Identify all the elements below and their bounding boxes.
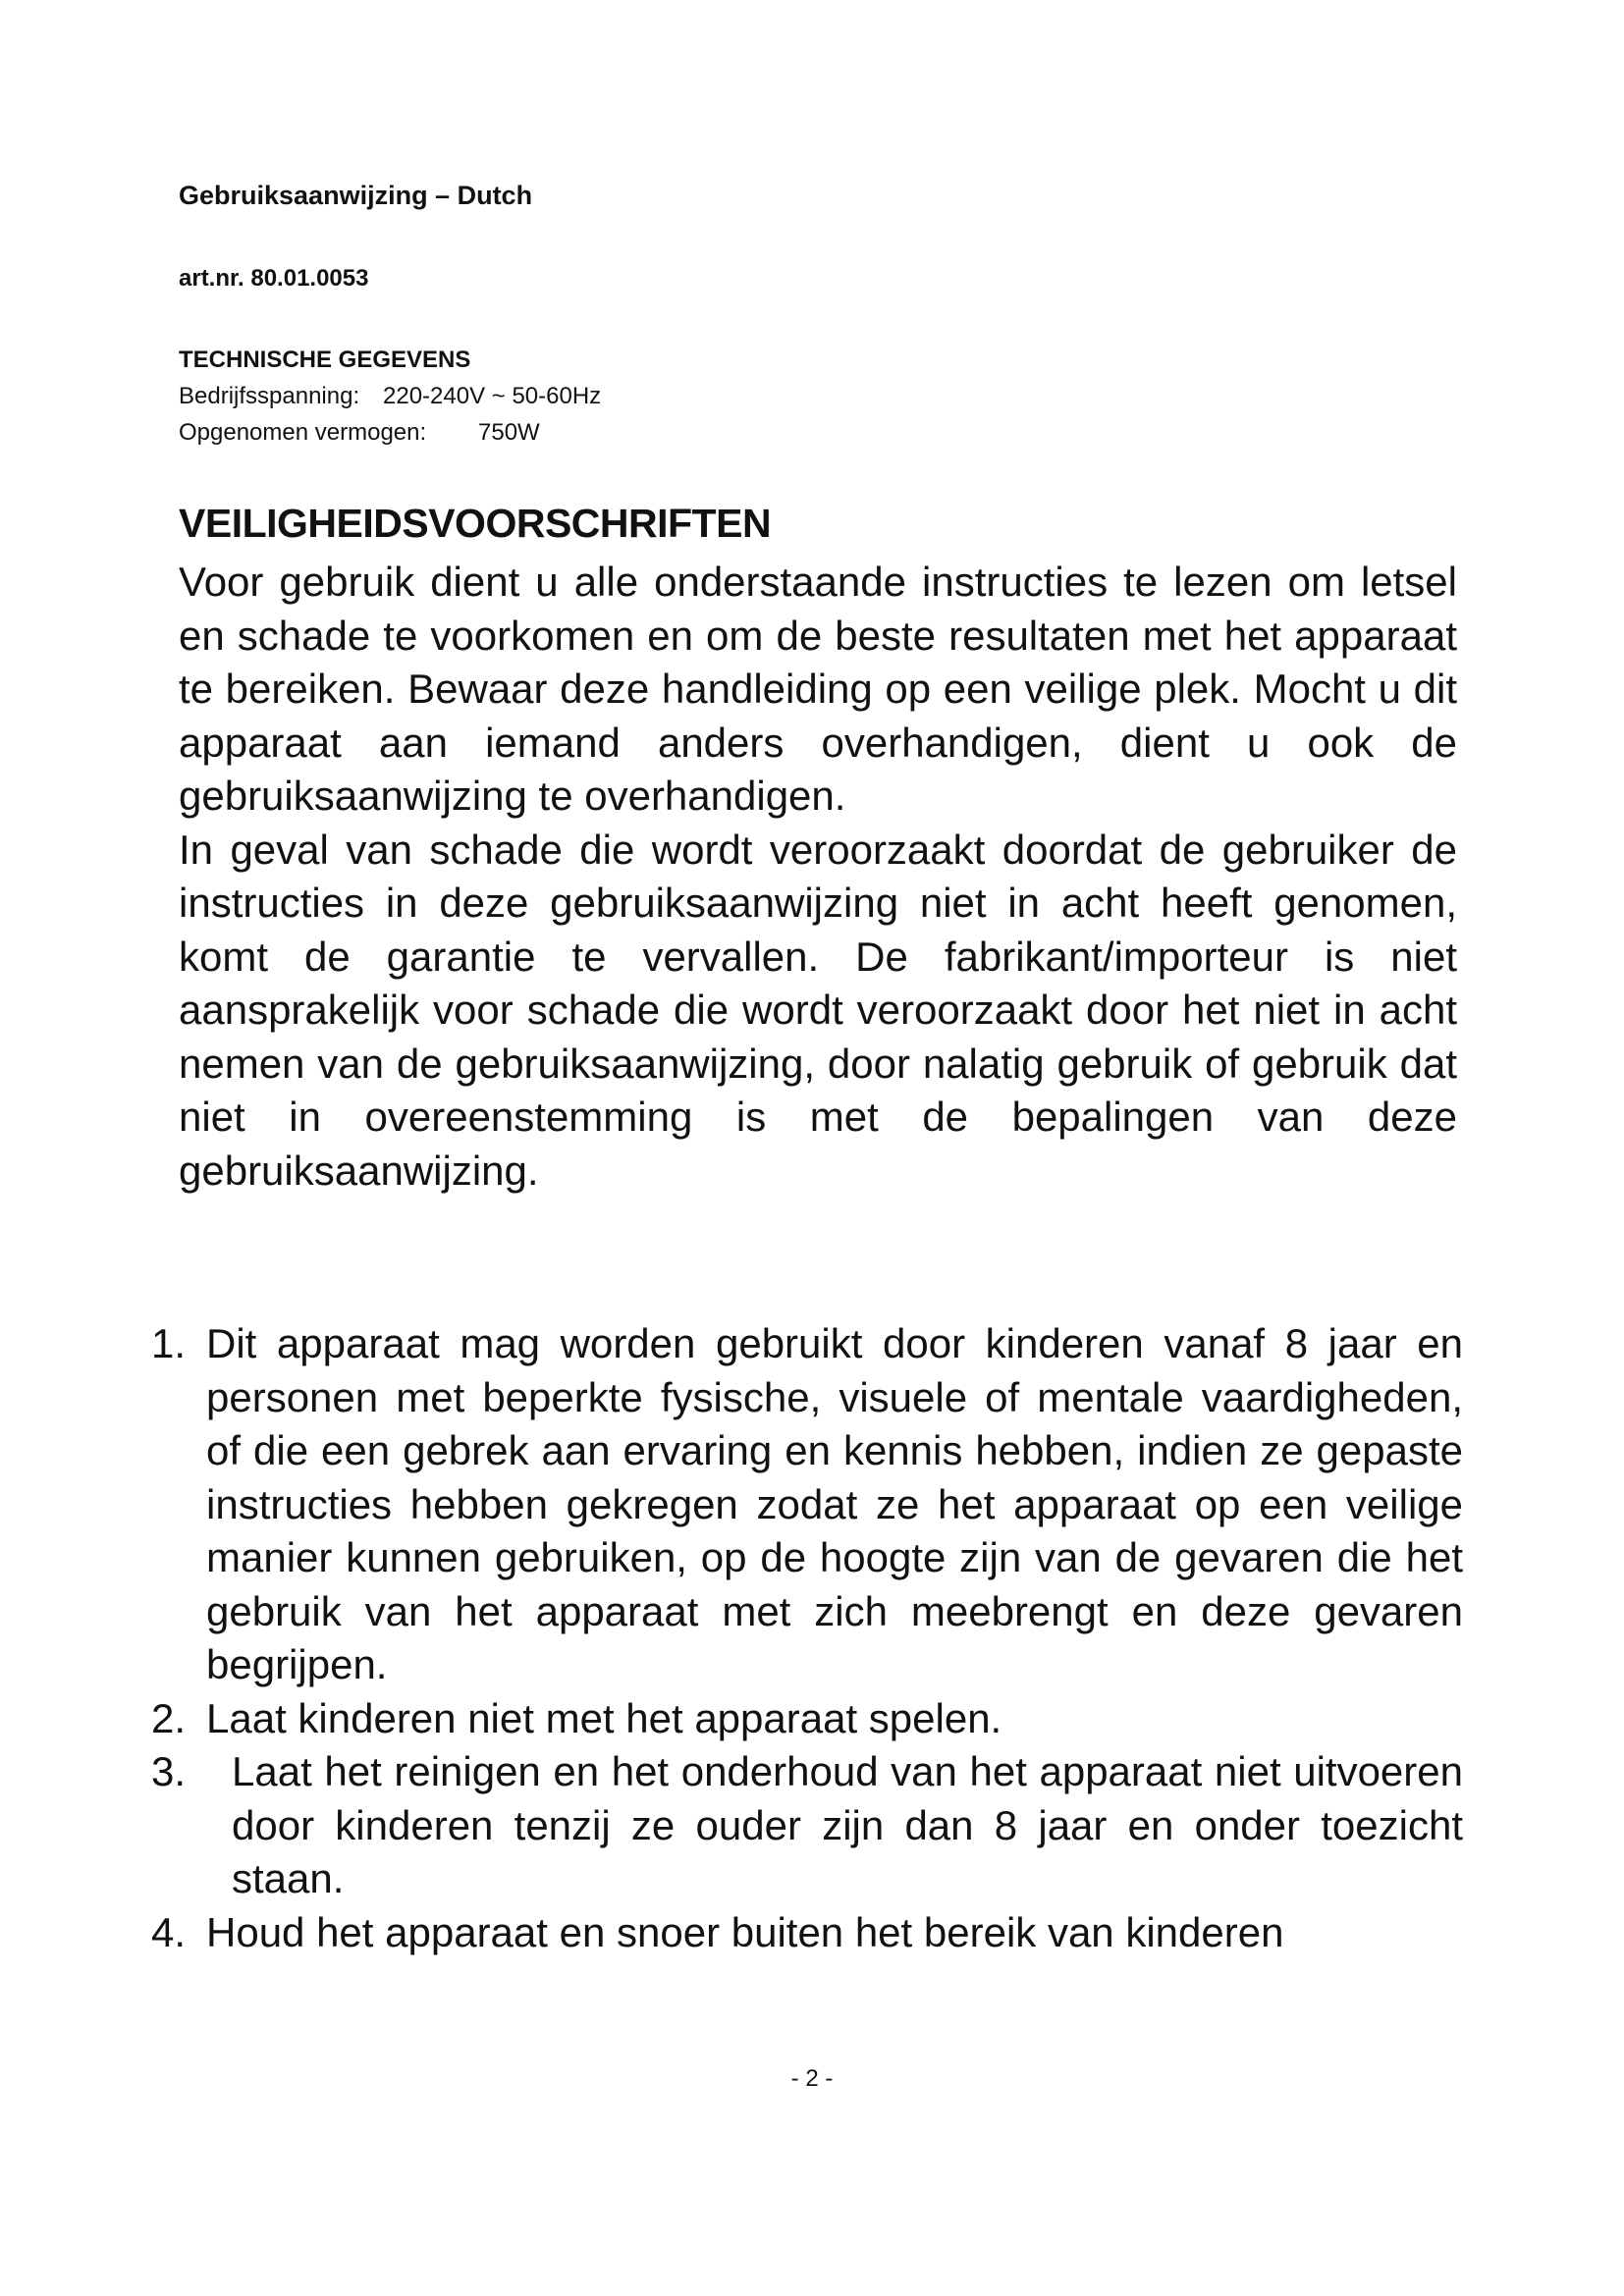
list-item-text: Laat kinderen niet met het apparaat spelen.	[206, 1694, 1002, 1741]
list-item-text: Laat het reinigen en het onderhoud van het apparaat niet uitvoeren door kinderen tenzij ze ouder zijn dan 8 jaar en onder toezicht staan.	[232, 1748, 1463, 1901]
spec-row-power	[179, 414, 601, 451]
spec-label: Opgenomen vermogen:	[179, 419, 427, 446]
list-item-number: 4.	[151, 1908, 187, 1955]
list-item	[151, 1906, 1463, 1960]
list-item-number: 2.	[151, 1694, 187, 1741]
list-item-text: Houd het apparaat en snoer buiten het bereik van kinderen	[206, 1908, 1284, 1955]
list-item-number: 1.	[151, 1320, 187, 1366]
document-title: Gebruiksaanwijzing – Dutch	[179, 181, 533, 210]
intro-paragraph: Voor gebruik dient u alle onderstaande instructies te lezen om letsel en schade te voorkomen en om de beste resultaten met het apparaat te bereiken. Bewaar deze handleiding op een veilige plek. Mocht u dit apparaat aan iemand anders overhandigen, dient u ook de gebruiksaanwijzing te overhandigen.	[179, 559, 1457, 819]
safety-heading: VEILIGHEIDSVOORSCHRIFTEN	[179, 501, 772, 546]
list-item-number: 3.	[151, 1748, 187, 1794]
list-item	[151, 1692, 1463, 1746]
technical-data-heading: TECHNISCHE GEGEVENS	[179, 347, 471, 373]
page-number: - 2 -	[790, 2065, 834, 2092]
technical-data-section	[179, 342, 601, 451]
safety-instructions-list	[151, 1317, 1463, 1959]
spec-value: 750W	[478, 419, 540, 446]
safety-intro	[179, 556, 1457, 1198]
intro-paragraph: In geval van schade die wordt veroorzaakt doordat de gebruiker de instructies in deze gebruiksaanwijzing niet in acht heeft genomen, komt de garantie te vervallen. De fabrikant/importeur is niet aansprakelijk voor schade die wordt veroorzaakt door het niet in acht nemen van de gebruiksaanwijzing, door nalatig gebruik of gebruik dat niet in overeenstemming is met de bepalingen van deze gebruiksaanwijzing.	[179, 826, 1457, 1194]
spec-label: Bedrijfsspanning:	[179, 383, 360, 409]
list-item-text: Dit apparaat mag worden gebruikt door kinderen vanaf 8 jaar en personen met beperkte fysische, visuele of mentale vaardigheden, of die een gebrek aan ervaring en kennis hebben, indien ze gepaste instructies hebben gekregen zodat ze het apparaat op een veilige manier kunnen gebruiken, op de hoogte zijn van de gevaren die het gebruik van het apparaat met zich meebrengt en deze gevaren begrijpen.	[206, 1320, 1463, 1687]
list-item	[151, 1317, 1463, 1692]
spec-row-voltage	[179, 378, 601, 414]
list-item	[151, 1745, 1463, 1906]
spec-value: 220-240V ~ 50-60Hz	[383, 383, 602, 409]
article-number: art.nr. 80.01.0053	[179, 265, 369, 292]
